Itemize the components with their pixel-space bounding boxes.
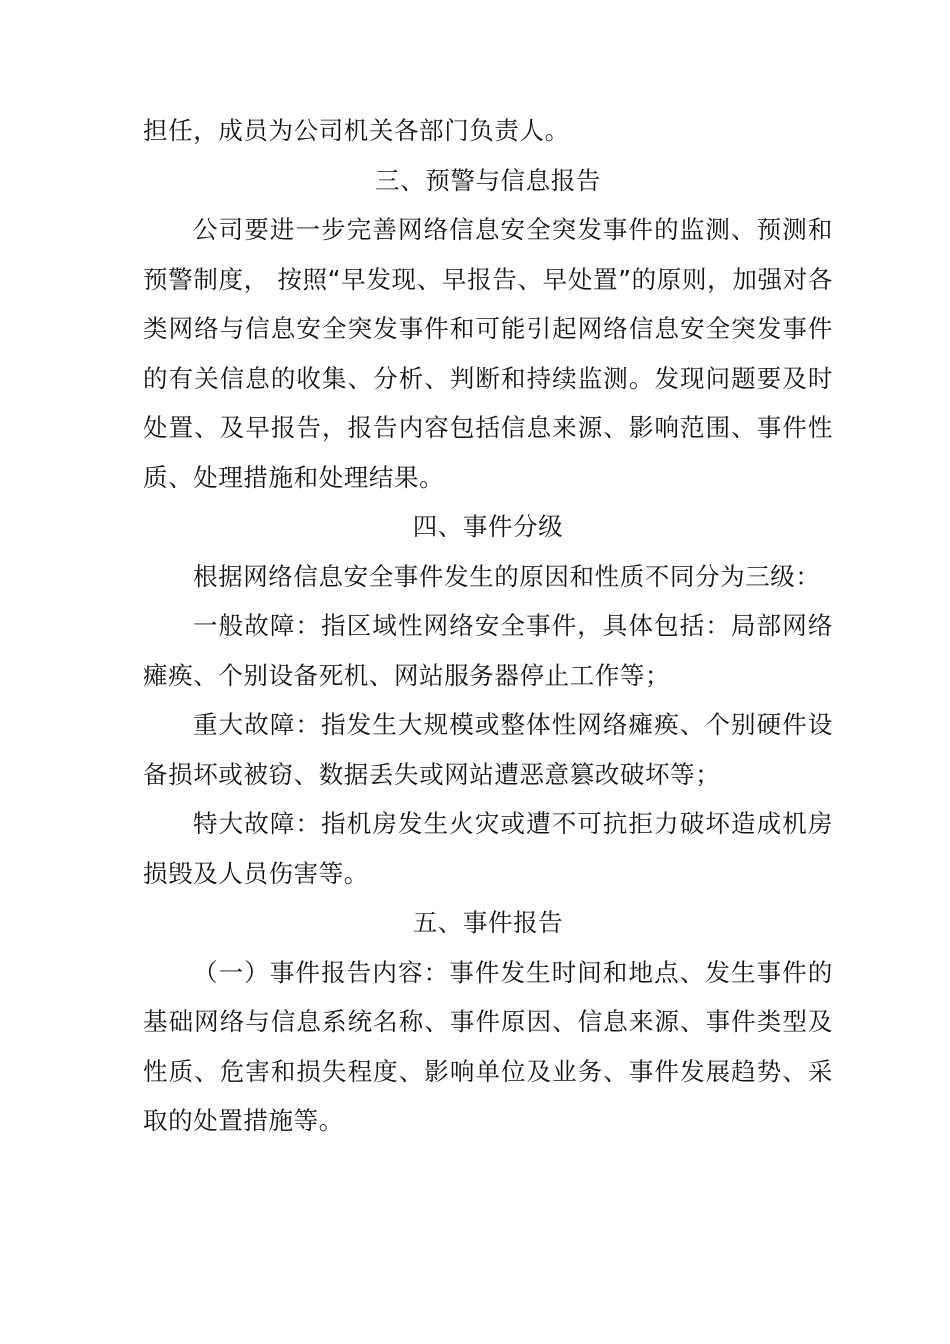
paragraph-major-fault: 重大故障：指发生大规模或整体性网络瘫痪、个别硬件设备损坏或被窃、数据丢失或网站遭恶意篡改破坏等；: [143, 710, 833, 789]
section-heading-event-grading: 四、事件分级: [412, 512, 564, 541]
paragraph-general-fault: 一般故障：指区域性网络安全事件，具体包括：局部网络瘫痪、个别设备死机、网站服务器停止工作等；: [143, 611, 833, 690]
paragraph-report-content: （一）事件报告内容：事件发生时间和地点、发生事件的基础网络与信息系统名称、事件原因、信息来源、事件类型及性质、危害和损失程度、影响单位及业务、事件发展趋势、采取的处置措施等。: [143, 957, 833, 1135]
paragraph-grading-intro: 根据网络信息安全事件发生的原因和性质不同分为三级：: [193, 561, 821, 591]
document-body: [143, 106, 833, 1146]
paragraph-intro-tail: 担任，成员为公司机关各部门负责人。: [143, 116, 570, 145]
paragraph-critical-fault: 特大故障：指机房发生火灾或遭不可抗拒力破坏造成机房损毁及人员伤害等。: [143, 809, 833, 888]
section-heading-early-warning: 三、预警与信息报告: [375, 165, 601, 195]
paragraph-early-warning: 公司要进一步完善网络信息安全突发事件的监测、预测和预警制度， 按照“早发现、早报告、早处置”的原则，加强对各类网络与信息安全突发事件和可能引起网络信息安全突发事件的有关信息的收集、分析、判断和持续监测。发现问题要及时处置、及早报告，报告内容包括信息来源、影响范围、事件性质、处理措施和处理结果。: [143, 215, 833, 492]
section-heading-event-report: 五、事件报告: [412, 908, 564, 937]
